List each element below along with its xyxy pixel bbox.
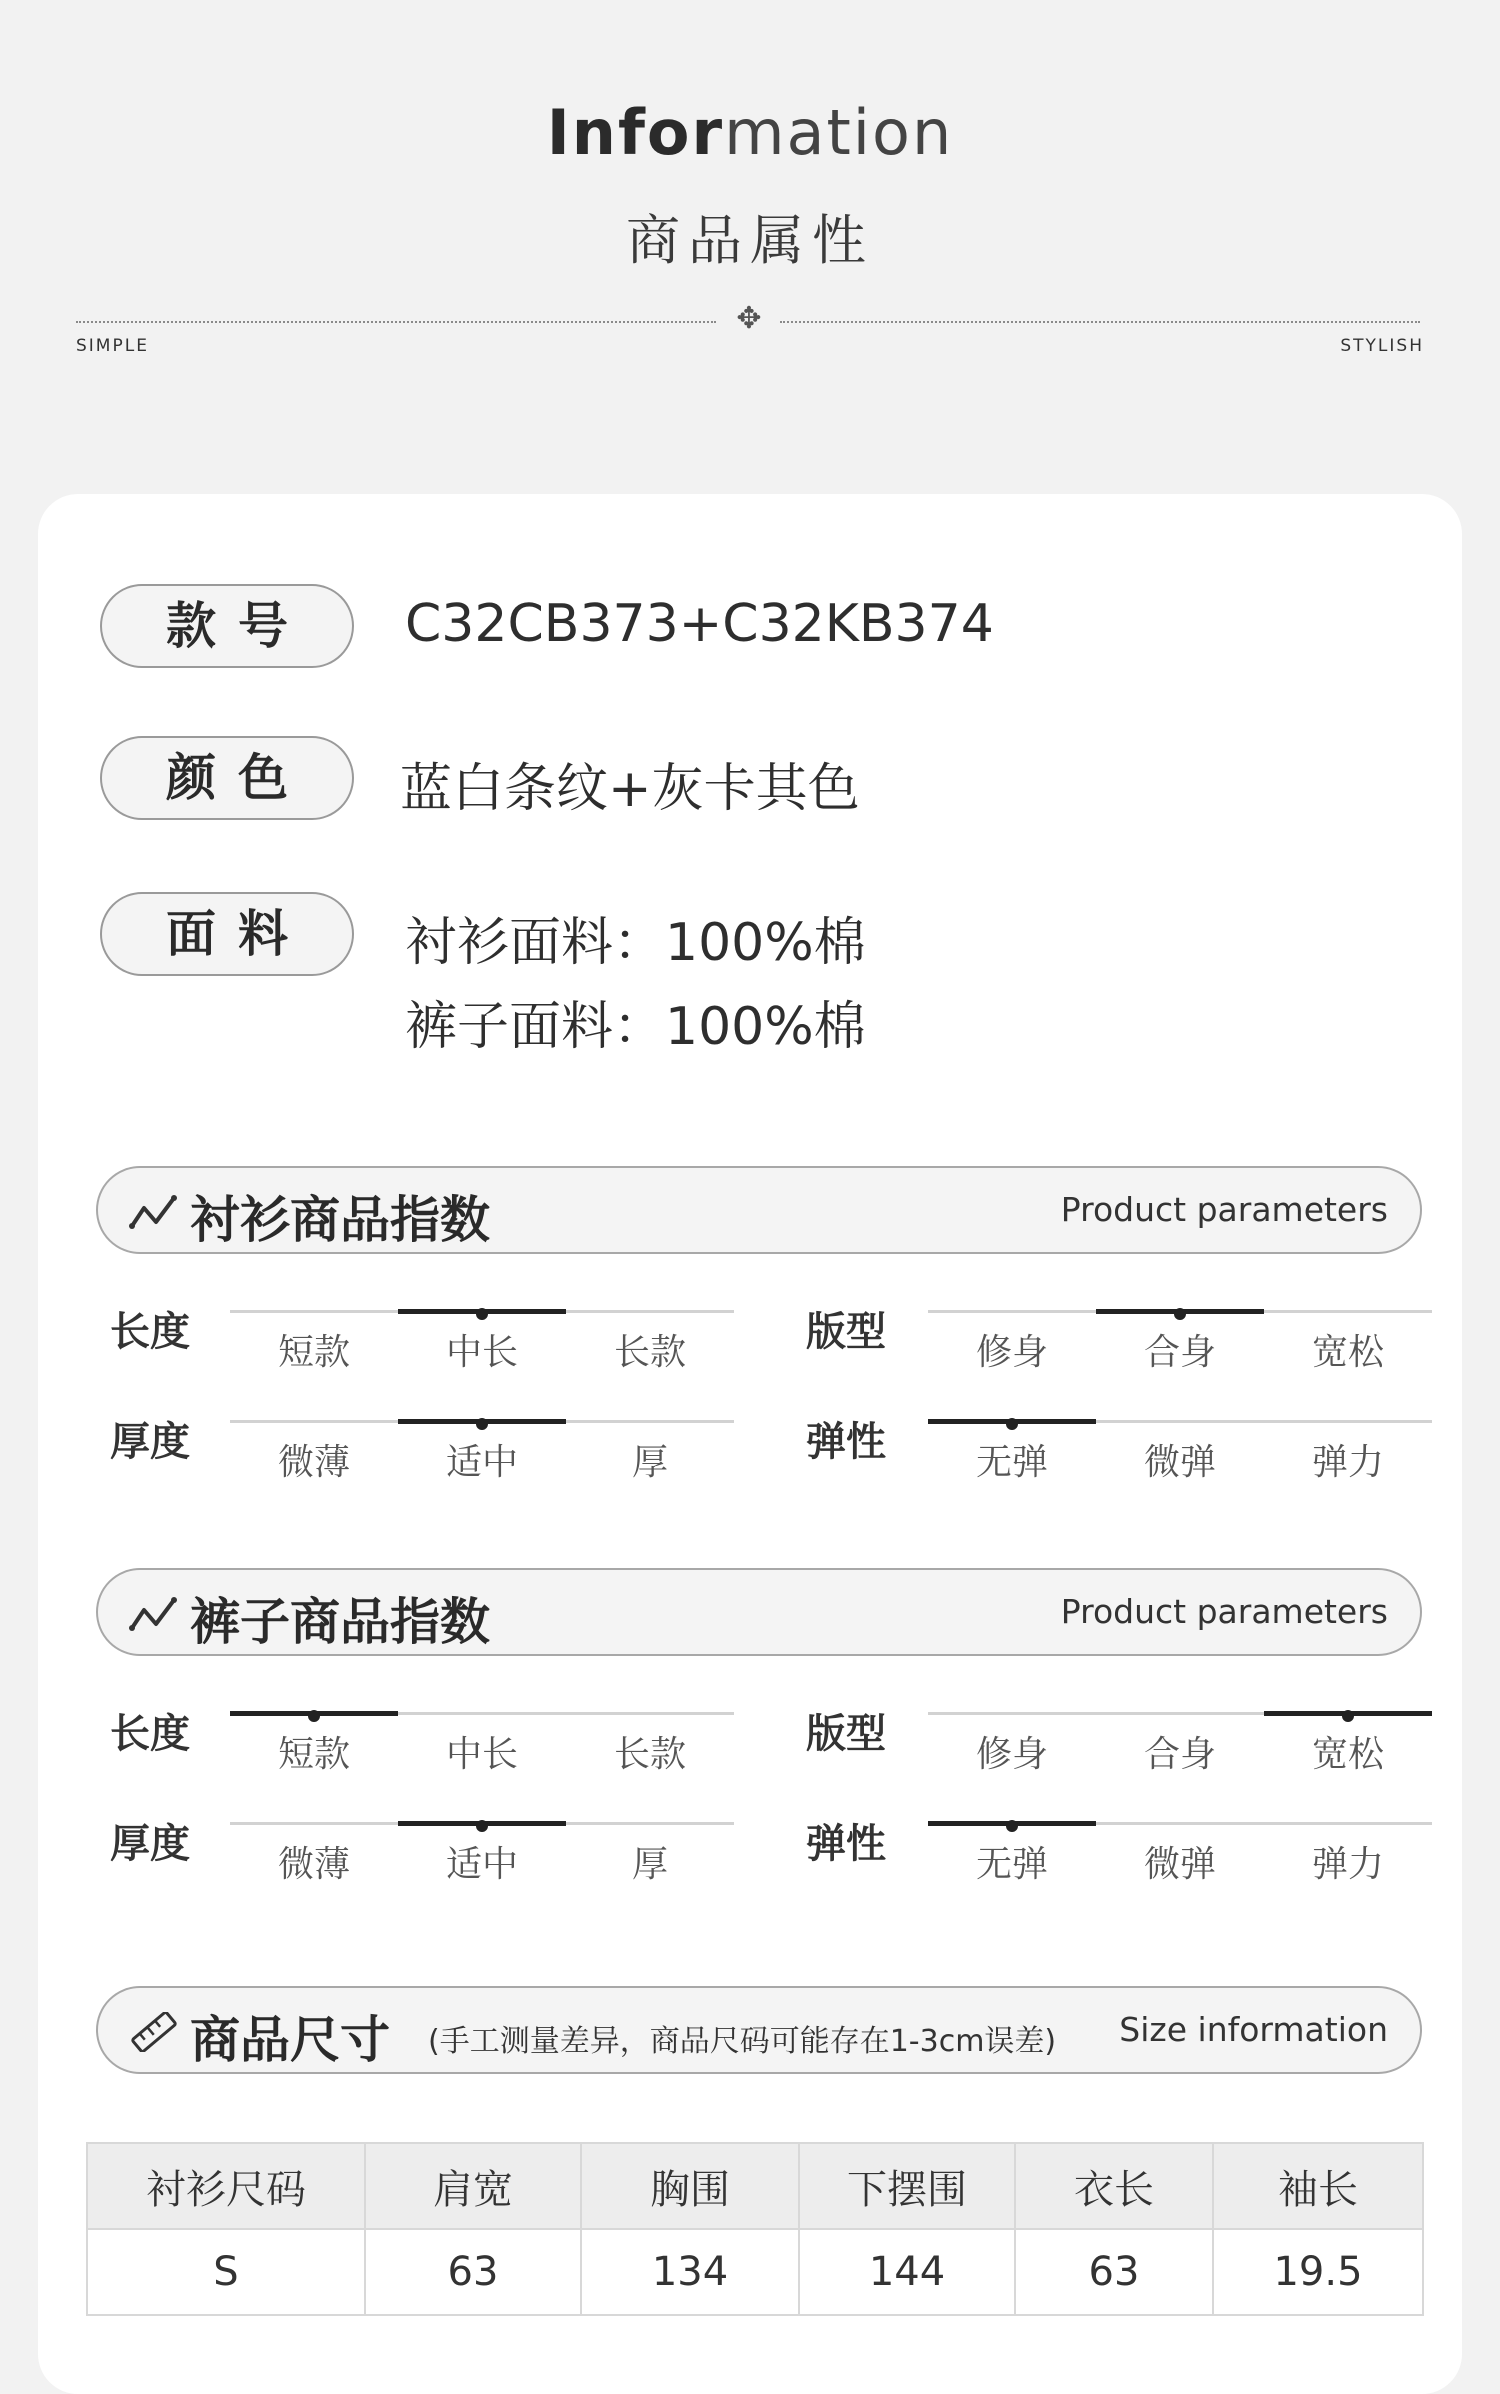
table-cell: S — [87, 2229, 365, 2315]
param-label: 厚度 — [110, 1821, 190, 1867]
param-scale-selected-segment — [398, 1419, 566, 1424]
param-scale-selected-segment — [1264, 1711, 1432, 1716]
param-scale-track — [928, 1420, 1432, 1423]
move-cross-icon: ✥ — [736, 301, 762, 336]
param-option: 修身 — [975, 1734, 1048, 1775]
param-scale-segment — [1096, 1712, 1264, 1715]
param-option: 厚 — [631, 1844, 668, 1885]
param-scale-segment — [566, 1822, 734, 1825]
trend-line-icon — [128, 1594, 180, 1634]
param-option: 长款 — [613, 1332, 686, 1373]
shirt-params-banner — [96, 1166, 1422, 1254]
pants-params-subtitle: Product parameters — [1060, 1592, 1388, 1631]
fabric-shirt-value: 衬衫面料：100%棉 — [405, 913, 866, 973]
param-option: 宽松 — [1311, 1332, 1384, 1373]
param-scale-segment — [1264, 1420, 1432, 1423]
param-scale-selected-segment — [230, 1711, 398, 1716]
param-scale-selected-segment — [398, 1309, 566, 1314]
param-scale-segment — [230, 1420, 398, 1423]
divider-left — [76, 321, 716, 323]
ruler-icon — [128, 2012, 180, 2052]
param-option: 短款 — [277, 1332, 350, 1373]
color-label: 颜色 — [100, 736, 354, 820]
param-scale-segment — [1264, 1822, 1432, 1825]
shirt-params-title: 衬衫商品指数 — [190, 1191, 490, 1249]
param-option: 宽松 — [1311, 1734, 1384, 1775]
param-scale-segment — [566, 1420, 734, 1423]
param-label: 长度 — [110, 1711, 190, 1757]
param-option: 中长 — [445, 1734, 518, 1775]
size-info-subtitle: Size information — [1119, 2010, 1388, 2049]
param-option: 适中 — [445, 1442, 518, 1483]
param-label: 长度 — [110, 1309, 190, 1355]
style-number-value: C32CB373+C32KB374 — [405, 594, 994, 654]
param-scale-track — [928, 1822, 1432, 1825]
size-info-title: 商品尺寸 — [190, 2011, 390, 2069]
param-label: 厚度 — [110, 1419, 190, 1465]
param-option: 中长 — [445, 1332, 518, 1373]
param-option: 厚 — [631, 1442, 668, 1483]
param-label: 弹性 — [806, 1419, 886, 1465]
size-table-header: 下摆围 — [799, 2143, 1015, 2229]
pants-params-title: 裤子商品指数 — [190, 1593, 490, 1651]
fabric-pants-value: 裤子面料：100%棉 — [405, 997, 866, 1057]
param-option: 长款 — [613, 1734, 686, 1775]
param-scale-track — [230, 1420, 734, 1423]
param-option: 弹力 — [1311, 1442, 1384, 1483]
title-bold: Infor — [546, 96, 725, 169]
size-info-banner — [96, 1986, 1422, 2074]
size-info-note: (手工测量差异，商品尺码可能存在1-3cm误差) — [428, 2024, 1057, 2059]
page-subtitle: 商品属性 — [626, 209, 874, 272]
param-option: 无弹 — [975, 1844, 1048, 1885]
param-scale-segment — [1096, 1822, 1264, 1825]
param-scale-segment — [230, 1310, 398, 1313]
param-scale-track — [928, 1310, 1432, 1313]
size-table — [86, 2142, 1424, 2316]
param-option: 微薄 — [277, 1844, 350, 1885]
table-cell: 63 — [1015, 2229, 1213, 2315]
param-scale-segment — [928, 1712, 1096, 1715]
param-scale-segment — [566, 1310, 734, 1313]
size-table-header: 胸围 — [581, 2143, 799, 2229]
table-row — [87, 2229, 1423, 2315]
param-label: 版型 — [806, 1309, 886, 1355]
tag-simple: SIMPLE — [76, 336, 149, 356]
param-option: 微薄 — [277, 1442, 350, 1483]
param-option: 微弹 — [1143, 1442, 1216, 1483]
size-table-header: 袖长 — [1213, 2143, 1423, 2229]
param-option: 微弹 — [1143, 1844, 1216, 1885]
param-scale-segment — [1264, 1310, 1432, 1313]
param-label: 版型 — [806, 1711, 886, 1757]
param-option: 修身 — [975, 1332, 1048, 1373]
param-scale-selected-segment — [928, 1419, 1096, 1424]
param-scale-track — [928, 1712, 1432, 1715]
size-table-header-row — [87, 2143, 1423, 2229]
style-number-label: 款号 — [100, 584, 354, 668]
size-table-header: 肩宽 — [365, 2143, 581, 2229]
param-scale-segment — [928, 1310, 1096, 1313]
param-label: 弹性 — [806, 1821, 886, 1867]
param-option: 适中 — [445, 1844, 518, 1885]
trend-line-icon — [128, 1192, 180, 1232]
table-cell: 144 — [799, 2229, 1015, 2315]
table-cell: 63 — [365, 2229, 581, 2315]
param-option: 短款 — [277, 1734, 350, 1775]
param-scale-selected-segment — [398, 1821, 566, 1826]
param-option: 弹力 — [1311, 1844, 1384, 1885]
param-scale-track — [230, 1310, 734, 1313]
param-scale-selected-segment — [928, 1821, 1096, 1826]
tag-stylish: STYLISH — [1340, 336, 1424, 356]
pants-params-banner — [96, 1568, 1422, 1656]
table-cell: 19.5 — [1213, 2229, 1423, 2315]
title-light: mation — [724, 96, 954, 169]
shirt-params-subtitle: Product parameters — [1060, 1190, 1388, 1229]
param-scale-segment — [230, 1822, 398, 1825]
table-cell: 134 — [581, 2229, 799, 2315]
size-table-header: 衬衫尺码 — [87, 2143, 365, 2229]
param-scale-segment — [566, 1712, 734, 1715]
color-value: 蓝白条纹+灰卡其色 — [400, 759, 860, 819]
page-title — [0, 96, 1500, 169]
param-option: 合身 — [1143, 1734, 1216, 1775]
size-table-header: 衣长 — [1015, 2143, 1213, 2229]
param-scale-segment — [1096, 1420, 1264, 1423]
fabric-label: 面料 — [100, 892, 354, 976]
param-scale-selected-segment — [1096, 1309, 1264, 1314]
param-scale-track — [230, 1822, 734, 1825]
param-scale-track — [230, 1712, 734, 1715]
param-option: 合身 — [1143, 1332, 1216, 1373]
param-scale-segment — [398, 1712, 566, 1715]
param-option: 无弹 — [975, 1442, 1048, 1483]
divider-right — [780, 321, 1420, 323]
